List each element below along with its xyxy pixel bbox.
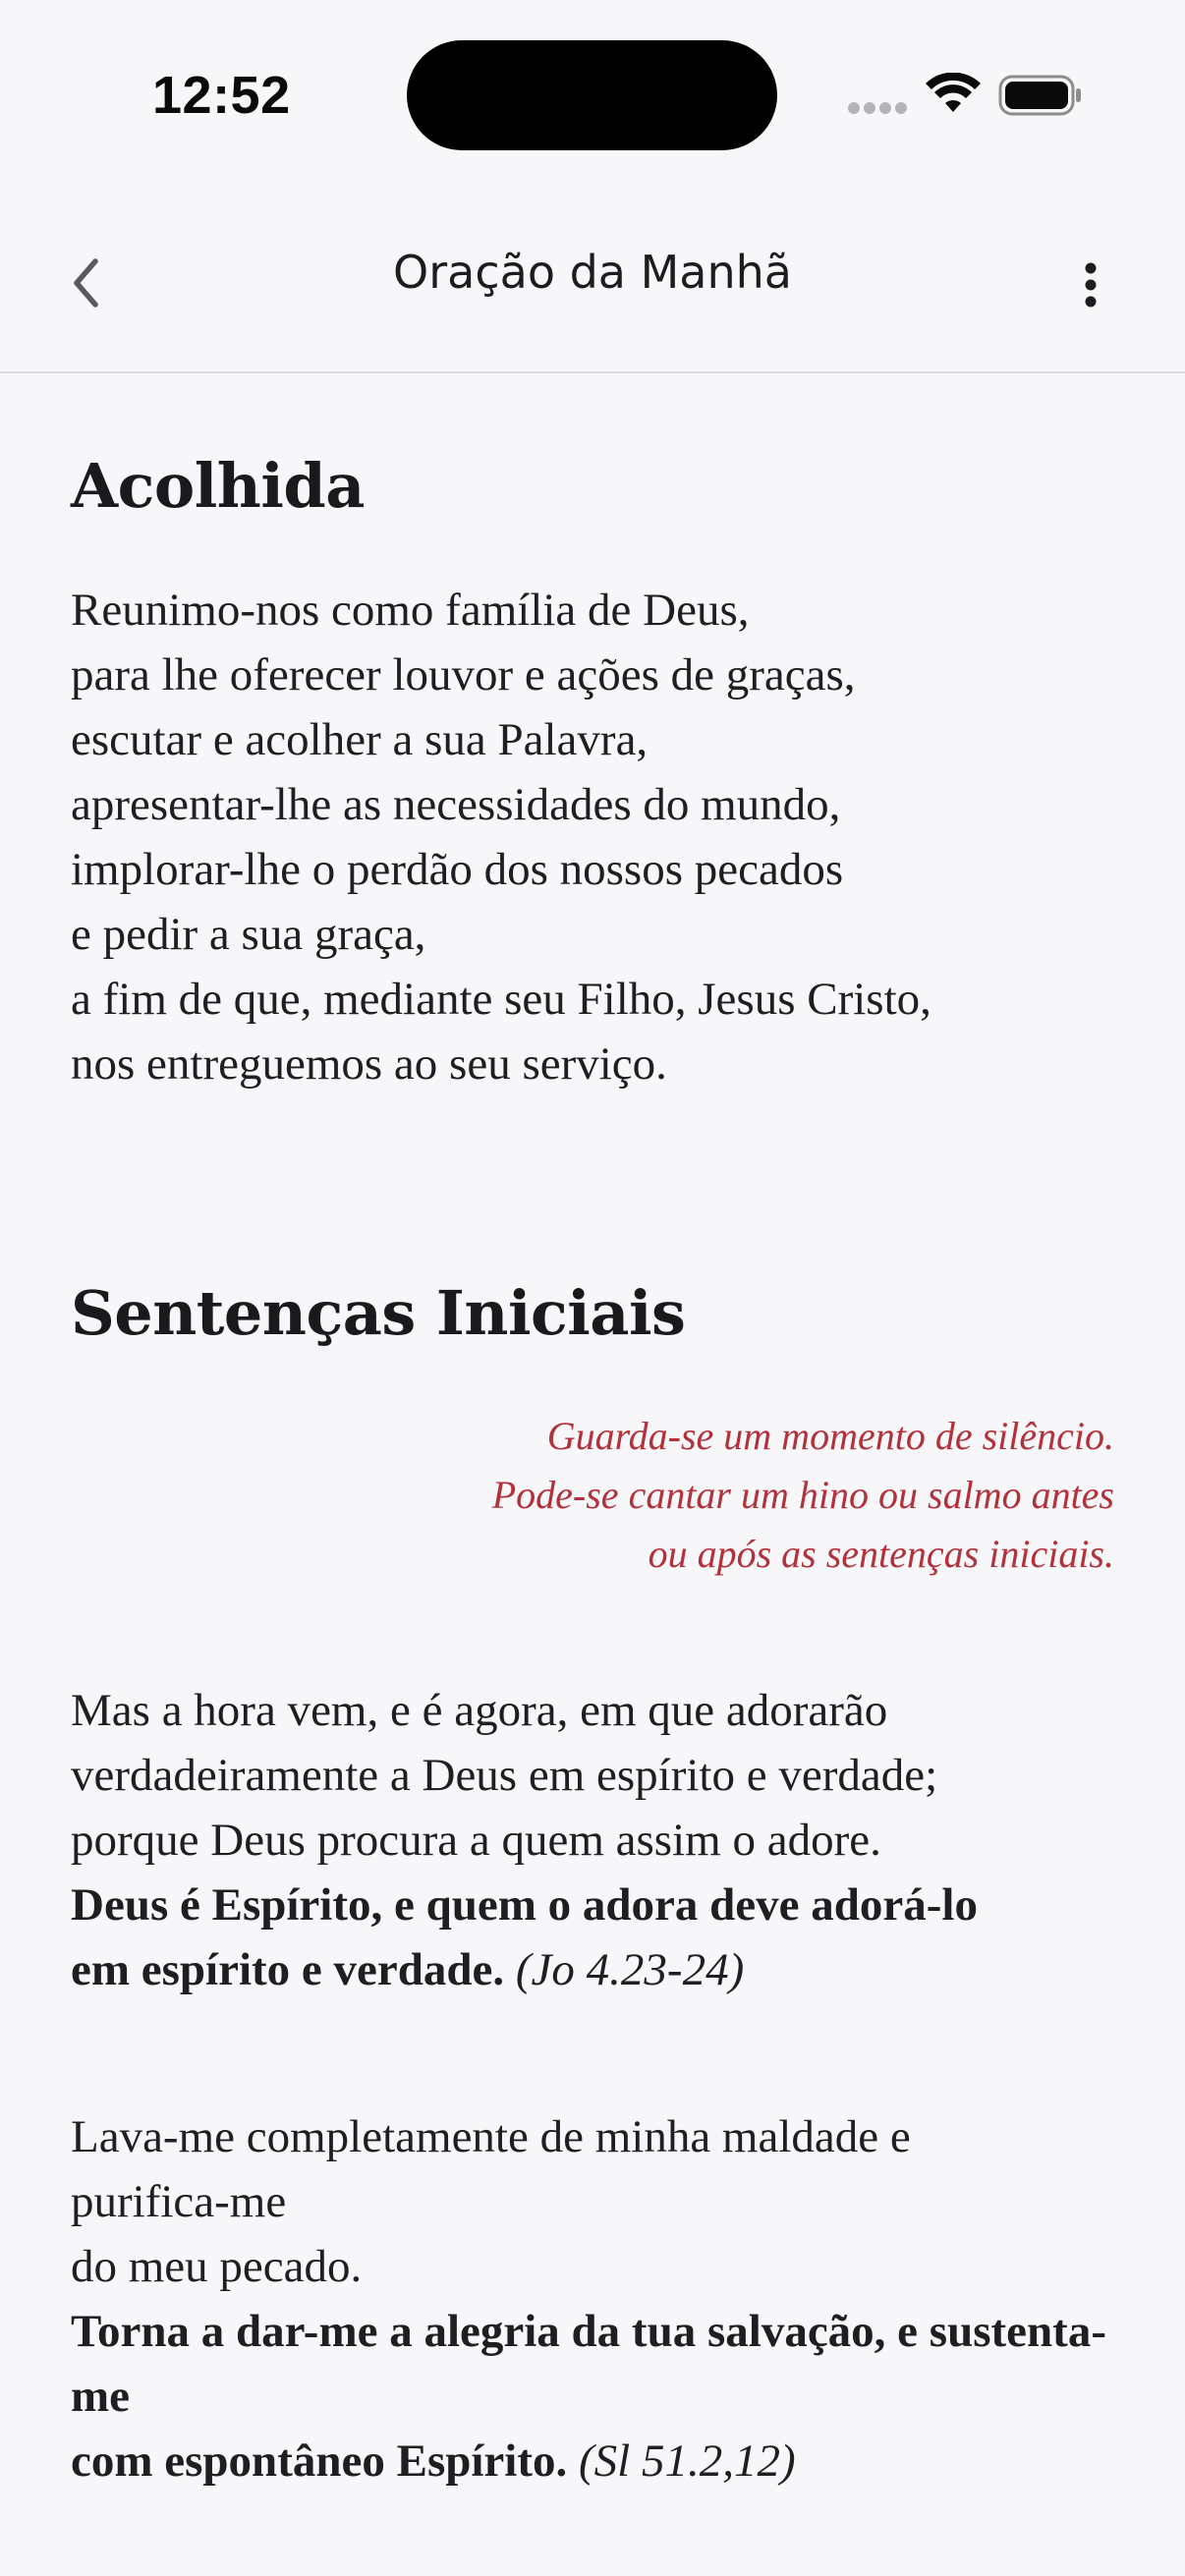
text-line: apresentar-lhe as necessidades do mundo, bbox=[71, 779, 841, 830]
text-line: purifica-me bbox=[71, 2176, 287, 2227]
scripture-reference: (Jo 4.23-24) bbox=[515, 1944, 745, 1995]
response-line: me bbox=[71, 2371, 131, 2422]
rubric-instructions bbox=[71, 1407, 1114, 1584]
response-line: com espontâneo Espírito. bbox=[71, 2436, 568, 2487]
section-title-sentencas: Sentenças Iniciais bbox=[71, 1277, 686, 1349]
status-bar bbox=[0, 0, 1185, 187]
rubric-line: Guarda-se um momento de silêncio. bbox=[546, 1414, 1114, 1458]
text-line: escutar e acolher a sua Palavra, bbox=[71, 714, 649, 765]
rubric-line: Pode-se cantar um hino ou salmo antes bbox=[491, 1473, 1114, 1517]
battery-icon bbox=[998, 75, 1083, 116]
page-title: Oração da Manhã bbox=[393, 246, 792, 299]
sentence-1 bbox=[71, 1678, 978, 2002]
acolhida-text bbox=[71, 578, 931, 1096]
wifi-icon bbox=[926, 73, 981, 114]
sentence-2 bbox=[71, 2104, 1106, 2493]
response-line: Torna a dar-me a alegria da tua salvação, e sustenta- bbox=[71, 2306, 1106, 2357]
rubric-line: ou após as sentenças iniciais. bbox=[648, 1532, 1114, 1576]
text-line: e pedir a sua graça, bbox=[71, 909, 426, 960]
cellular-signal-icon bbox=[848, 102, 907, 114]
text-line: Lava-me completamente de minha maldade e bbox=[71, 2111, 911, 2162]
text-line: implorar-lhe o perdão dos nossos pecados bbox=[71, 844, 844, 895]
text-line: verdadeiramente a Deus em espírito e verdade; bbox=[71, 1750, 938, 1801]
text-line: Mas a hora vem, e é agora, em que adorarão bbox=[71, 1685, 888, 1736]
scripture-reference: (Sl 51.2,12) bbox=[579, 2436, 796, 2487]
response-line: Deus é Espírito, e quem o adora deve adorá-lo bbox=[71, 1879, 978, 1931]
text-line: para lhe oferecer louvor e ações de graças, bbox=[71, 649, 856, 700]
text-line: do meu pecado. bbox=[71, 2241, 363, 2292]
status-time: 12:52 bbox=[152, 66, 291, 125]
text-line: a fim de que, mediante seu Filho, Jesus Cristo, bbox=[71, 974, 931, 1025]
text-line: nos entreguemos ao seu serviço. bbox=[71, 1038, 667, 1090]
more-options-button[interactable] bbox=[1061, 244, 1120, 322]
response-line: em espírito e verdade. bbox=[71, 1944, 505, 1995]
text-line: porque Deus procura a quem assim o adore. bbox=[71, 1815, 881, 1866]
section-title-acolhida: Acolhida bbox=[71, 450, 365, 522]
vertical-dots-icon bbox=[1061, 244, 1120, 322]
text-line: Reunimo-nos como família de Deus, bbox=[71, 585, 750, 636]
nav-bar bbox=[0, 187, 1185, 373]
dynamic-island bbox=[407, 40, 777, 150]
